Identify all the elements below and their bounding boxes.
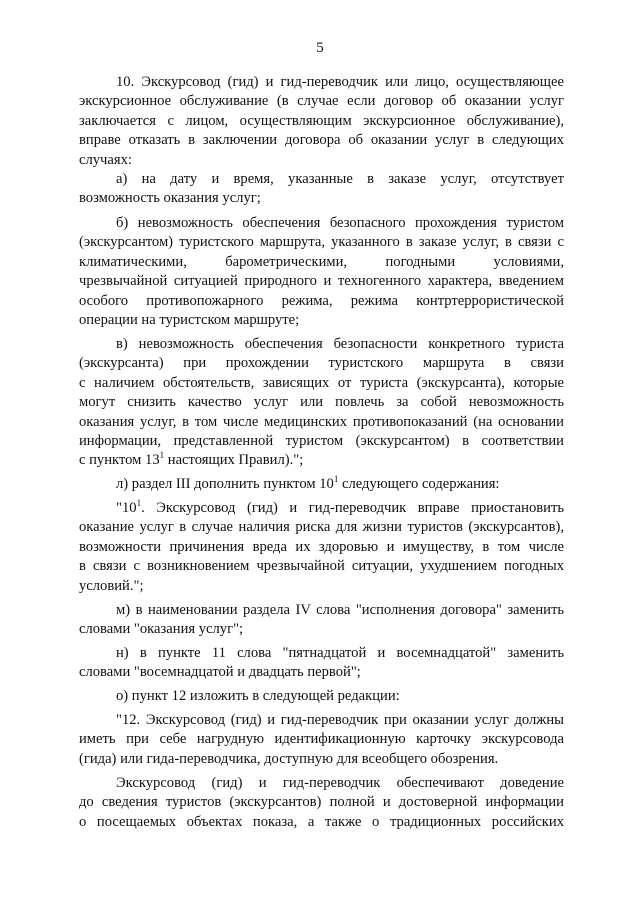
text-line: информации, представленной туристом (экскурсантом) в соответствии xyxy=(79,433,564,449)
text-line: о) пункт 12 изложить в следующей редакции: xyxy=(116,688,400,704)
text-line: б) невозможность обеспечения безопасного прохождения туристом xyxy=(116,215,564,231)
text-line: (экскурсантом) туристского маршрута, указанного в заказе услуг, в связи с xyxy=(79,234,564,251)
text-line: оказание услуг в случае наличия риска для жизни туристов (экскурсантов), xyxy=(79,519,564,536)
text-run: настоящих Правил)."; xyxy=(164,452,304,469)
text-line: могут снизить качество услуг или повлечь за собой невозможность xyxy=(79,394,564,411)
text-line: возможности причинения вреда их здоровью и имуществу, в том числе xyxy=(79,538,564,555)
text-line: о посещаемых объектах показа, а также о традиционных российских xyxy=(79,813,564,830)
text-line: в) невозможность обеспечения безопасности конкретного туриста xyxy=(116,336,564,352)
text-line: условий."; xyxy=(79,577,144,594)
text-line: особого противопожарного режима, режима контртеррористической xyxy=(79,292,564,309)
text-line: заключается с лицом, осуществляющим экскурсионное обслуживание), xyxy=(79,112,564,129)
text-line: оказания услуг, в том числе медицинских противопоказаний (на основании xyxy=(79,413,564,430)
text-run: следующего содержания: xyxy=(338,476,500,492)
text-line: чрезвычайной ситуацией природного и техногенного характера, введением xyxy=(79,273,564,290)
text-run: с пунктом 13 xyxy=(79,452,160,469)
text-line: случаях: xyxy=(79,151,132,168)
text-line: м) в наименовании раздела IV слова "исполнения договора" заменить xyxy=(116,602,564,618)
superscript: 1 xyxy=(136,498,142,508)
text-line: возможность оказания услуг; xyxy=(79,190,261,207)
text-line: экскурсионное обслуживание (в случае если договор об оказании услуг xyxy=(79,93,564,110)
text-line: 10. Экскурсовод (гид) и гид-переводчик или лицо, осуществляющее xyxy=(116,74,564,90)
superscript: 1 xyxy=(159,450,165,461)
text-line: словами "оказания услуг"; xyxy=(79,621,244,638)
text-line xyxy=(116,499,564,518)
text-line: Экскурсовод (гид) и гид-переводчик обеспечивают доведение xyxy=(116,775,564,791)
text-line: операции на туристском маршруте; xyxy=(79,312,300,328)
text-line: в связи с возникновением чрезвычайной ситуации, ухудшением погодных xyxy=(79,558,564,575)
text-line: с наличием обстоятельств, зависящих от туриста (экскурсанта), которые xyxy=(79,374,564,391)
page-number: 5 xyxy=(316,40,324,56)
superscript: 1 xyxy=(333,474,339,484)
text-line: а) на дату и время, указанные в заказе услуг, отсутствует xyxy=(116,171,564,187)
text-line xyxy=(116,475,564,494)
text-line: до сведения туристов (экскурсантов) полной и достоверной информации xyxy=(79,794,564,811)
text-line: словами "восемнадцатой и двадцать первой"; xyxy=(79,664,361,681)
text-run: "10 xyxy=(116,500,137,516)
text-line: иметь при себе нагрудную идентификационную карточку экскурсовода xyxy=(79,731,564,748)
text-line: (экскурсанта) при прохождении туристского маршрута в связи xyxy=(79,355,564,372)
text-line: н) в пункте 11 слова "пятнадцатой и восемнадцатой" заменить xyxy=(116,645,564,661)
text-line xyxy=(79,451,564,470)
text-line: "12. Экскурсовод (гид) и гид-переводчик при оказании услуг должны xyxy=(116,712,564,728)
text-run: . Экскурсовод (гид) и гид-переводчик вправе приостановить xyxy=(141,500,564,516)
text-line: вправе отказать в заключении договора об оказании услуг в следующих xyxy=(79,132,564,149)
text-run: л) раздел III дополнить пунктом 10 xyxy=(116,476,334,492)
text-line: (гида) или гида-переводчика, доступную для всеобщего обозрения. xyxy=(79,750,499,767)
text-line: климатическими, барометрическими, погодными условиями, xyxy=(79,253,564,270)
